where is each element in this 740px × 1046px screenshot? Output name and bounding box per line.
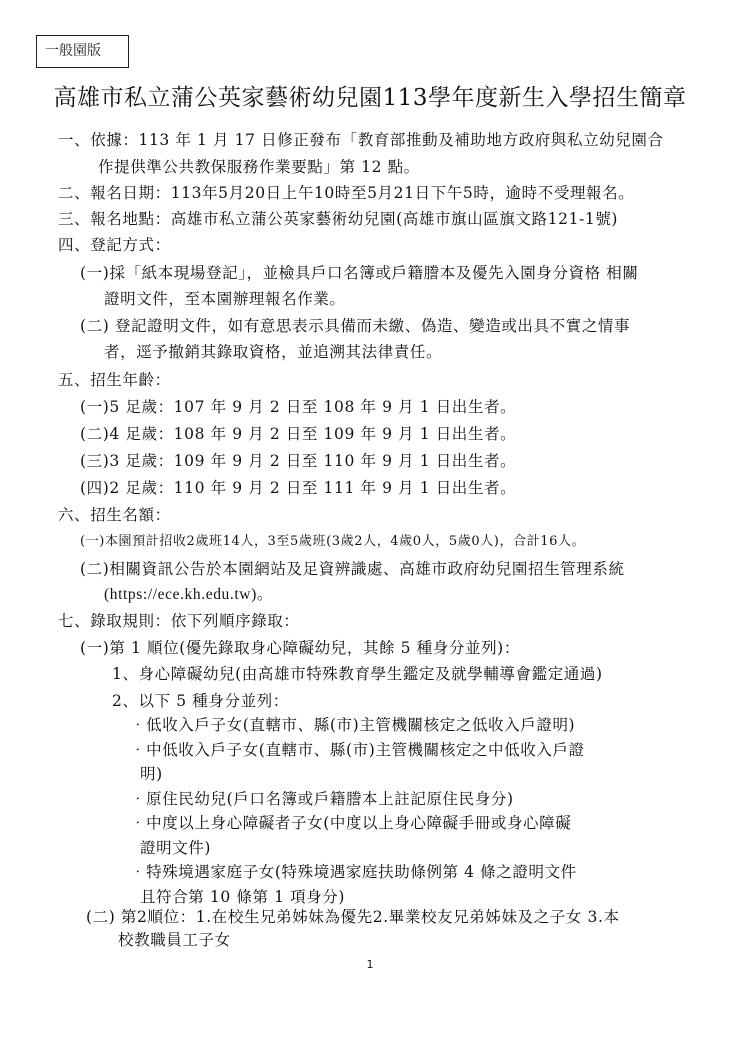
enrollment-age-item: (三)3 足歲：109 年 9 月 2 日至 110 年 9 月 1 日出生者。	[80, 452, 517, 470]
quota-heading: 六、招生名額：	[58, 506, 171, 524]
identity-bullet-continuation: 且符合第 10 條第 1 項身分)	[140, 888, 346, 906]
registration-method-heading: 四、登記方式：	[58, 236, 171, 254]
enrollment-age-heading: 五、招生年齡：	[58, 371, 171, 389]
identity-bullet: ‧原住民幼兒(戶口名簿或戶籍謄本上註記原住民身分)	[130, 790, 514, 808]
basis-line-2: 作提供準公共教保服務作業要點」第 12 點。	[98, 158, 420, 176]
identity-bullet-continuation: 明)	[140, 765, 163, 783]
priority-1-item-1: 1、身心障礙幼兒(由高雄市特殊教育學生鑑定及就學輔導會鑑定通過)	[112, 665, 603, 683]
registration-location: 三、報名地點：高雄市私立蒲公英家藝術幼兒園(高雄市旗山區旗文路121-1號)	[58, 210, 619, 228]
identity-bullet: ‧中度以上身心障礙者子女(中度以上身心障礙手冊或身心障礙	[130, 814, 572, 832]
priority-2-line-1: (二) 第2順位：1.在校生兄弟姊妹為優先2.畢業校友兄弟姊妹及之子女 3.本	[86, 908, 620, 926]
enrollment-age-item: (四)2 足歲：110 年 9 月 2 日至 111 年 9 月 1 日出生者。	[80, 479, 517, 497]
registration-method-2-line-2: 者，逕予撤銷其錄取資格，並追溯其法律責任。	[104, 343, 443, 361]
registration-method-1-line-2: 證明文件，至本園辦理報名作業。	[104, 290, 346, 308]
identity-bullet: ‧中低收入戶子女(直轄市、縣(市)主管機關核定之中低收入戶證	[130, 741, 585, 759]
registration-method-2-line-1: (二) 登記證明文件，如有意思表示具備而未繳、偽造、變造或出具不實之情事	[80, 317, 631, 335]
identity-bullet: ‧特殊境遇家庭子女(特殊境遇家庭扶助條例第 4 條之證明文件	[130, 863, 577, 881]
quota-item-2-line-1: (二)相關資訊公告於本園網站及足資辨識處、高雄市政府幼兒園招生管理系統	[80, 560, 625, 578]
page-number: 1	[366, 958, 374, 971]
identity-bullet-continuation: 證明文件)	[140, 839, 212, 857]
registration-method-1-line-1: (一)採「紙本現場登記」，並檢具戶口名簿或戶籍謄本及優先入園身分資格 相關	[80, 264, 639, 282]
registration-date: 二、報名日期：113年5月20日上午10時至5月21日下午5時，逾時不受理報名。	[58, 184, 635, 202]
enrollment-age-item: (一)5 足歲：107 年 9 月 2 日至 108 年 9 月 1 日出生者。	[80, 398, 517, 416]
priority-2-line-2: 校教職員工子女	[118, 931, 231, 949]
priority-1: (一)第 1 順位(優先錄取身心障礙幼兒，其餘 5 種身分並列)：	[80, 639, 520, 657]
priority-1-item-2: 2、以下 5 種身分並列：	[112, 692, 289, 710]
quota-item-1: (一)本園預計招收2歲班14人，3至5歲班(3歲2人，4歲0人，5歲0人)，合計16人。	[80, 534, 586, 549]
version-tag: 一般園版	[36, 35, 129, 68]
identity-bullet: ‧低收入戶子女(直轄市、縣(市)主管機關核定之低收入戶證明)	[130, 716, 576, 734]
enrollment-age-item: (二)4 足歲：108 年 9 月 2 日至 109 年 9 月 1 日出生者。	[80, 425, 517, 443]
document-title: 高雄市私立蒲公英家藝術幼兒園113學年度新生入學招生簡章	[53, 85, 687, 111]
admission-system-url: (https://ece.kh.edu.tw)。	[104, 586, 273, 603]
basis-line-1: 一、依據：113 年 1 月 17 日修正發布「教育部推動及補助地方政府與私立幼兒園合	[58, 131, 664, 149]
admission-rules-heading: 七、錄取規則：依下列順序錄取：	[58, 612, 300, 630]
